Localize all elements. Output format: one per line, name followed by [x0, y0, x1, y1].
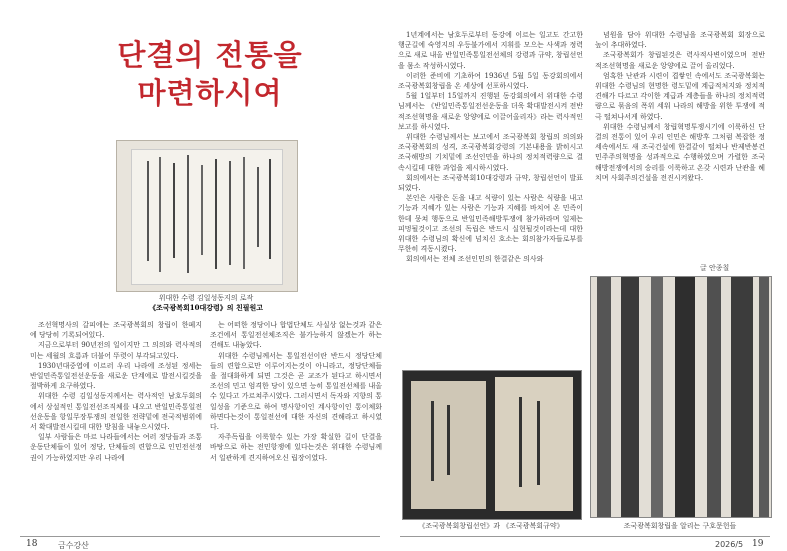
magazine-name: 금수강산 — [58, 541, 89, 550]
documents-photo — [402, 370, 582, 520]
paragraph: 회의에서는 전체 조선인민의 한결같은 의사와 — [406, 255, 544, 264]
left-column-2 — [210, 320, 382, 532]
manuscript-photo — [116, 140, 298, 292]
paragraph: 자주독립을 이룩할수 있는 가장 확실한 길이 단결을 바탕으로 하는 전민항쟁에 있다는것은 위대한 수령님께서 일관하게 견지하여오신 립장이였다. — [210, 433, 382, 462]
paragraph: 본인은 사람은 돈을 내고 식량이 있는 사람은 식량을 내고 기능과 지혜가 있는 사람은 기능과 지혜를 바치여 온 민족이 한데 뭉쳐 행동으로 반일민족해방투쟁에 참가하라며 일제는 피멍될것이고 조선의 독립은 반드시 실현될것이라는데 대한 위대한 수령님의 확신에 넘치신 호소는 회의참가자들로부를 무한히 격동시켰다. — [398, 194, 583, 254]
paragraph: 위대한 수령님께서는 보고에서 조국광복회 창립의 의의와 조국광복회의 성격, 조국광복회강령의 기본내용을 밝히시고 조국해방의 기치밑에 조선인민을 하나의 정치적력량으로 결속시킬데 대한 과업을 제시하시였다. — [398, 133, 583, 172]
paragraph: 는 어떠한 정당이나 합법단체도 사실상 없는것과 같은 조건에서 통일전선체조직은 불가능하지 않겠는가 하는 견해도 내놓았다. — [210, 321, 382, 350]
paragraph: 위대한 수령 김일성동지께서는 력사적인 남호두회의에서 상설적인 통일전선조직체를 내오고 반일민족통일전선운동을 항일무장투쟁의 전일한 전략밑에 전국적범위에서 확대발전시킬데 대한 방침을 내놓으시였다. — [30, 392, 202, 432]
paragraph: 위대한 수령님께서는 통일전선이란 반드시 정당단체들의 련합으로만 이루어지는것이 아니라고, 정당단체들을 절대화하게 되면 그것은 곧 교조가 된다고 하시면서 조선의 민고 엄격한 당이 있으면 능히 통일전선체를 내올수 있다고 가르쳐주시였다. 그러시면서 독자와 지향의 통일성을 기준으로 하여 명사항이인 계사항이인 통이체화하면다는것이 통일전선에 대한 자신의 견해라고 하시였다. — [210, 351, 382, 432]
paragraph: 1년계에서는 남호두로부터 동강에 이르는 일고도 간고한 행군길에 숙영지의 우등불가에서 지휘를 모으는 사색과 정력으로 새로 내올 반일민족통일전선체의 강령과 규약, 창립선언을 몸소 작성하시였다. — [398, 31, 583, 70]
paragraph: 회의에서는 조국광복회10대강령과 규약, 창립선언이 발표되였다. — [398, 173, 583, 193]
right-column-1 — [398, 30, 583, 365]
page-title-line1: 단결의 전통을 — [117, 38, 303, 72]
issue-date: 2026/5 — [715, 540, 744, 549]
left-column-1 — [30, 320, 202, 532]
photo-caption-line2: 《조국광복회10대강령》의 친필원고 — [148, 303, 264, 312]
page-number-right: 19 — [752, 539, 764, 549]
paragraph: 일부 사람들은 마르 나라들에서는 여러 정당들과 조통운동단체들이 있어 정당, 단체들의 련합으로 인민전선정권이 가능하였지만 우리 나라에 — [30, 433, 202, 462]
paragraph: 엄혹한 난관과 시련이 겹쌓인 속에서도 조국광복회는 위대한 수령님의 현명한 령도밑에 계급적처지와 정치적견해가 다르고 각이한 계급과 계층들을 하나의 정치적력량으로 묶음의 폭위 세워 나라의 해방을 위한 투쟁에 적극 떨쳐나서게 하였다. — [595, 71, 765, 121]
paragraph: 조국광복회가 창립된것은 력사적사변이였으며 전반적조선혁명을 새로운 앙양에로 끌어 올리었다. — [595, 51, 765, 70]
byline: 글 안종칠 — [700, 264, 730, 272]
page-title-line2: 마련하시여 — [137, 76, 283, 110]
photo-caption-line1: 위대한 수령 김일성동지의 로작 — [158, 294, 254, 302]
paragraph: 위대한 수령님께서 창립혁명투쟁시기에 이룩하신 단결의 전통이 있어 우리 인민은 해방후 그처럼 복잡한 정세속에서도 새 조국건설에 한결같이 떨쳐나 반제반봉건민주주의혁명을 성과적으로 수행하였으며 가렬한 조국해방전쟁에서의 승리를 이룩하고 온갖 시련과 난관을 헤치며 사회주의건설을 전진시켜왔다. — [595, 122, 765, 182]
footer-rule-left — [20, 536, 380, 537]
paragraph: 념원을 담아 위대한 수령님을 조국광복회 회장으로 높이 추대하였다. — [595, 31, 765, 50]
paragraph: 5월 1일부터 15일까지 진행된 동강회의에서 위대한 수령님께서는 《반일민족통일전선운동을 더욱 확대발전시켜 전반적조선혁명을 새로운 앙양에로 이끌어올리자》라는 력사적인 보고를 하시였다. — [398, 92, 583, 131]
paragraph: 1930년대중엽에 이르러 우리 나라에 조성된 정세는 반일민족통일전선운동을 새로운 단계에로 발전시킬것을 절박하게 요구하였다. — [30, 361, 202, 391]
paragraph: 지금으로부터 90년전의 일이지만 그 의의와 력사적의미는 세월의 흐름과 더불어 뚜렷이 부각되고있다. — [30, 341, 202, 360]
trees-slogans-photo — [590, 276, 772, 518]
trees-caption: 조국광복회창립을 알리는 구호문헌들 — [623, 522, 737, 530]
right-column-2 — [595, 30, 765, 262]
paragraph: 조선혁명사의 갈피에는 조국광복회의 창립이 한페지에 당당히 기록되여있다. — [30, 321, 202, 340]
documents-caption: 《조국광복회창립선언》과 《조국광복회규약》 — [418, 522, 564, 530]
page-number-left: 18 — [26, 539, 38, 549]
footer-rule-right — [400, 536, 770, 537]
paragraph: 이러한 준비에 기초하여 1936년 5월 5일 동강회의에서 조국광복회창립을 온 세상에 선포하시였다. — [398, 71, 583, 91]
